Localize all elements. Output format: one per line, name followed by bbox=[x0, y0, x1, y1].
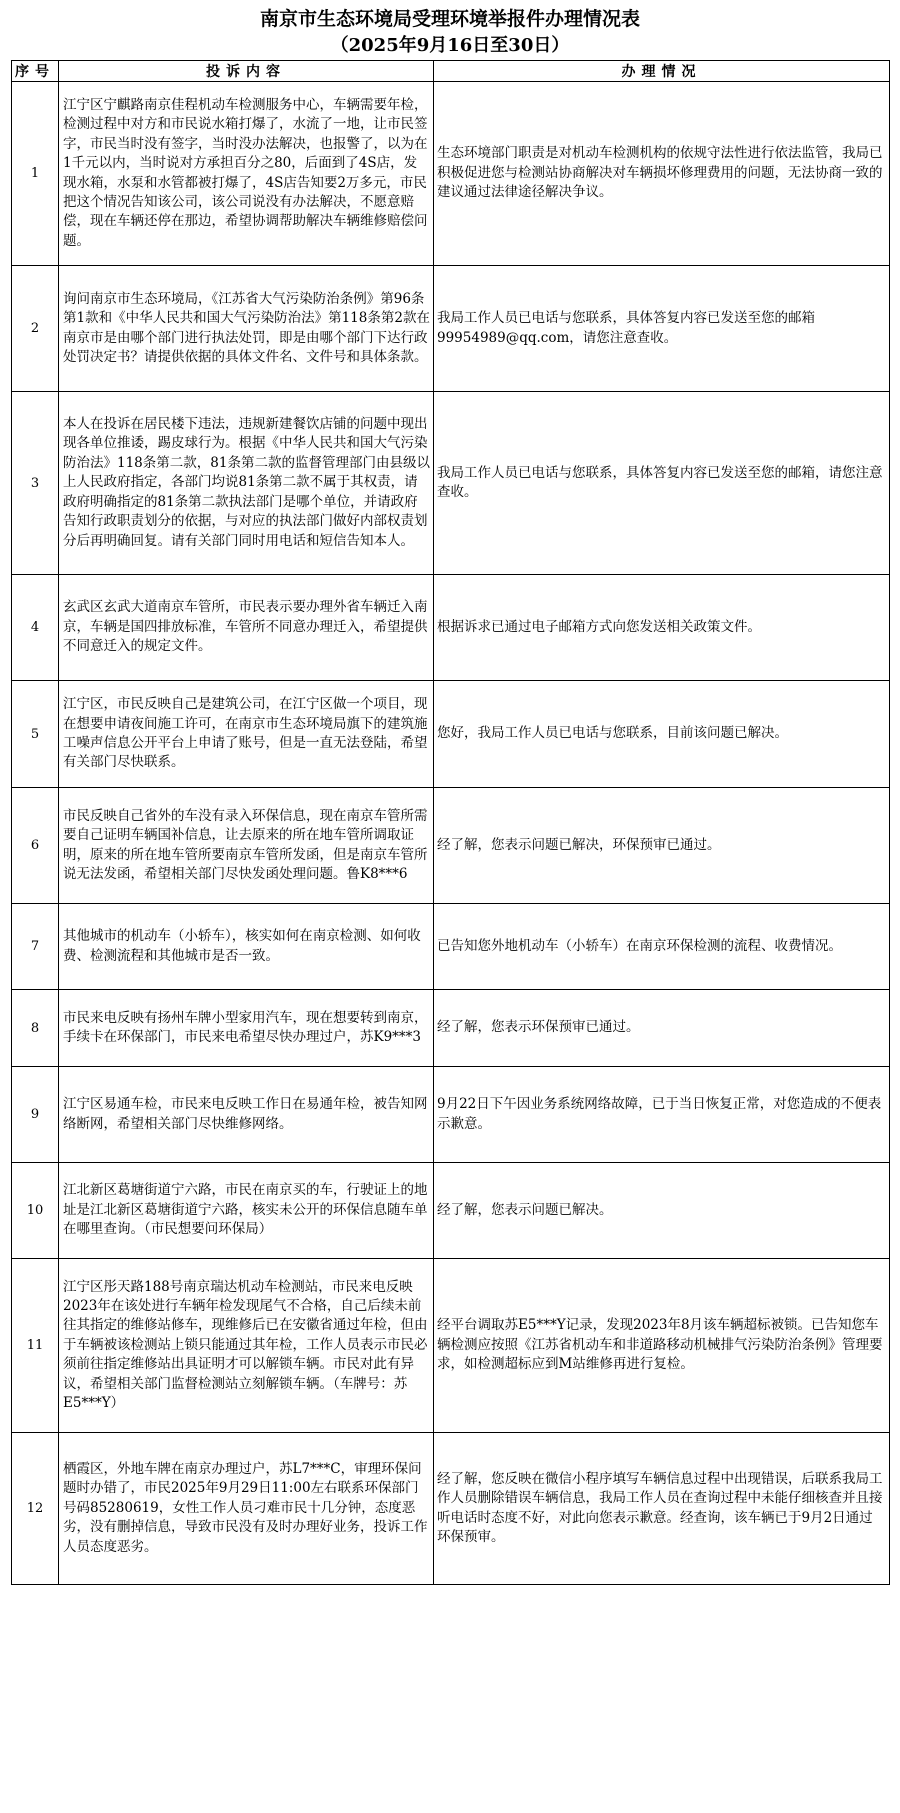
row-complaint: 江宁区，市民反映自己是建筑公司，在江宁区做一个项目，现在想要申请夜间施工许可，在南京市生态环境局旗下的建筑施工噪声信息公开平台上申请了账号，但是一直无法登陆，希望有关部门尽快联系。 bbox=[63, 696, 428, 771]
page-title: 南京市生态环境局受理环境举报件办理情况表 bbox=[259, 8, 640, 30]
row-handling: 我局工作人员已电话与您联系，具体答复内容已发送至您的邮箱99954989@qq.com，请您注意查收。 bbox=[437, 310, 815, 346]
row-complaint: 其他城市的机动车（小轿车），核实如何在南京检测、如何收费、检测流程和其他城市是否一致。 bbox=[63, 928, 421, 964]
row-seq: 3 bbox=[12, 392, 59, 575]
row-seq: 4 bbox=[12, 575, 59, 681]
table-row bbox=[12, 1067, 890, 1163]
table-row bbox=[12, 904, 890, 990]
row-complaint: 栖霞区，外地车牌在南京办理过户，苏L7***C，审理环保问题时办错了，市民2025年9月29日11:00左右联系环保部门号码85280619，女性工作人员刁难市民十几分钟，态度恶劣，没有删掉信息，导致市民没有及时办理好业务，投诉工作人员态度恶劣。 bbox=[63, 1460, 428, 1555]
header-handling: 办理情况 bbox=[434, 61, 890, 82]
header-complaint: 投诉内容 bbox=[59, 61, 434, 82]
row-handling: 经平台调取苏E5***Y记录，发现2023年8月该车辆超标被锁。已告知您车辆检测应按照《江苏省机动车和非道路移动机械排气污染防治条例》管理要求，如检测超标应到M站维修再进行复检。 bbox=[437, 1317, 883, 1373]
row-seq: 6 bbox=[12, 788, 59, 904]
row-handling: 生态环境部门职责是对机动车检测机构的依规守法性进行依法监管，我局已积极促进您与检测站协商解决对车辆损坏修理费用的问题，无法协商一致的建议通过法律途径解决争议。 bbox=[437, 145, 883, 201]
row-handling: 9月22日下午因业务系统网络故障，已于当日恢复正常，对您造成的不便表示歉意。 bbox=[437, 1096, 882, 1132]
row-handling: 经了解，您反映在微信小程序填写车辆信息过程中出现错误，后联系我局工作人员删除错误车辆信息，我局工作人员在查询过程中未能仔细核查并且接听电话时态度不好，对此向您表示歉意。经查询，该车辆已于9月2日通过环保预审。 bbox=[437, 1470, 883, 1545]
row-handling: 经了解，您表示环保预审已通过。 bbox=[437, 1019, 640, 1036]
row-seq: 2 bbox=[12, 266, 59, 392]
row-handling: 已告知您外地机动车（小轿车）在南京环保检测的流程、收费情况。 bbox=[437, 937, 842, 954]
row-complaint: 本人在投诉在居民楼下违法，违规新建餐饮店铺的问题中现出现各单位推诿，踢皮球行为。根据《中华人民共和国大气污染防治法》118条第二款，81条第二款的监督管理部门由县级以上人民政府指定，各部门均说81条第二款不属于其权责，请政府明确指定的81条第二款执法部门是哪个单位，并请政府告知行政职责划分的依据，与对应的执法部门做好内部权责划分后再明确回复。请有关部门同时用电话和短信告知本人。 bbox=[63, 416, 430, 549]
row-complaint: 江宁区易通车检，市民来电反映工作日在易通年检，被告知网络断网，希望相关部门尽快维修网络。 bbox=[63, 1096, 428, 1132]
row-handling: 经了解，您表示问题已解决，环保预审已通过。 bbox=[437, 836, 721, 853]
row-handling: 您好，我局工作人员已电话与您联系，目前该问题已解决。 bbox=[437, 725, 788, 742]
row-seq: 8 bbox=[12, 990, 59, 1067]
row-complaint: 市民来电反映有扬州车牌小型家用汽车，现在想要转到南京，手续卡在环保部门，市民来电希望尽快办理过户，苏K9***3 bbox=[63, 1009, 428, 1045]
row-handling: 经了解，您表示问题已解决。 bbox=[437, 1201, 613, 1218]
row-complaint: 玄武区玄武大道南京车管所，市民表示要办理外省车辆迁入南京，车辆是国四排放标准，车管所不同意办理迁入，希望提供不同意迁入的规定文件。 bbox=[63, 599, 428, 655]
row-seq: 9 bbox=[12, 1067, 59, 1163]
table-row bbox=[12, 1259, 890, 1433]
row-complaint: 市民反映自己省外的车没有录入环保信息，现在南京车管所需要自己证明车辆国补信息，让去原来的所在地车管所调取证明，原来的所在地车管所要南京车管所发函，但是南京车管所说无法发函，希望相关部门尽快发函处理问题。鲁K8***6 bbox=[63, 807, 428, 882]
row-seq: 5 bbox=[12, 681, 59, 788]
row-complaint: 江北新区葛塘街道宁六路，市民在南京买的车，行驶证上的地址是江北新区葛塘街道宁六路，核实未公开的环保信息随车单在哪里查询。（市民想要问环保局） bbox=[63, 1182, 428, 1238]
row-seq: 12 bbox=[12, 1433, 59, 1585]
row-complaint: 询问南京市生态环境局，《江苏省大气污染防治条例》第96条第1款和《中华人民共和国大气污染防治法》第118条第2款在南京市是由哪个部门进行执法处罚，即是由哪个部门下达行政处罚决定书？请提供依据的具体文件名、文件号和具体条款。 bbox=[63, 290, 430, 365]
table-row bbox=[12, 990, 890, 1067]
table-row bbox=[12, 82, 890, 266]
table-row bbox=[12, 788, 890, 904]
complaint-table bbox=[11, 60, 890, 1585]
row-handling: 我局工作人员已电话与您联系，具体答复内容已发送至您的邮箱，请您注意查收。 bbox=[437, 464, 883, 500]
table-row bbox=[12, 575, 890, 681]
row-handling: 根据诉求已通过电子邮箱方式向您发送相关政策文件。 bbox=[437, 618, 761, 635]
header-seq: 序号 bbox=[12, 61, 59, 82]
row-complaint: 江宁区宁麒路南京佳程机动车检测服务中心，车辆需要年检，检测过程中对方和市民说水箱打爆了，水流了一地，让市民签字，市民当时没有签字，当时没办法解决，也报警了，以为在1千元以内，当时说对方承担百分之80，后面到了4S店，发现水箱，水泵和水管都被打爆了，4S店告知要2万多元，市民把这个情况告知该公司，该公司说没有办法解决，不愿意赔偿，现在车辆还停在那边，希望协调帮助解决车辆维修赔偿问题。 bbox=[63, 96, 428, 249]
page-subtitle: （2025年9月16日至30日） bbox=[330, 35, 570, 56]
table-row bbox=[12, 266, 890, 392]
table-row bbox=[12, 1433, 890, 1585]
table-row bbox=[12, 392, 890, 575]
row-seq: 11 bbox=[12, 1259, 59, 1433]
row-seq: 7 bbox=[12, 904, 59, 990]
row-complaint: 江宁区彤天路188号南京瑞达机动车检测站，市民来电反映2023年在该处进行车辆年检发现尾气不合格，自己后续未前往其指定的维修站修车，现维修后已在安徽省通过年检，但由于车辆被该检测站上锁只能通过其年检，工作人员表示市民必须前往指定维修站出具证明才可以解锁车辆。市民对此有异议，希望相关部门监督检测站立刻解锁车辆。（车牌号：苏E5***Y） bbox=[63, 1278, 428, 1412]
table-row bbox=[12, 1163, 890, 1259]
row-seq: 1 bbox=[12, 82, 59, 266]
row-seq: 10 bbox=[12, 1163, 59, 1259]
table-header-row bbox=[12, 61, 890, 82]
table-row bbox=[12, 681, 890, 788]
